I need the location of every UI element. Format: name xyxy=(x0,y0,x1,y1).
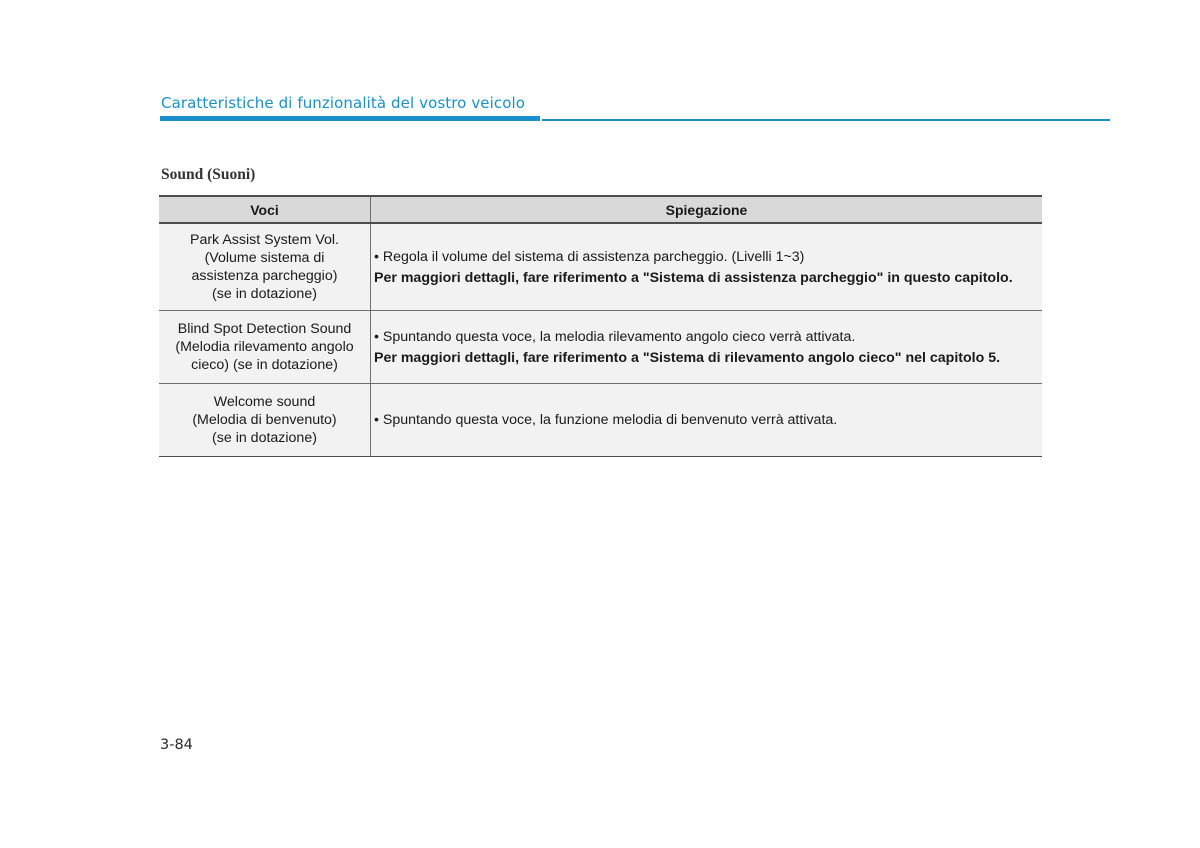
explanation-text: • Spuntando questa voce, la funzione melodia di benvenuto verrà attivata. xyxy=(374,412,838,428)
item-line: cieco) (se in dotazione) xyxy=(191,357,338,373)
chapter-title: Caratteristiche di funzionalità del vostro veicolo xyxy=(161,94,526,112)
page-number: 3-84 xyxy=(160,737,193,753)
sound-settings-table xyxy=(159,195,1042,457)
item-line: Blind Spot Detection Sound xyxy=(177,321,352,337)
explanation-cell xyxy=(371,384,1043,457)
table-row xyxy=(159,311,1042,384)
section-title: Sound (Suoni) xyxy=(161,166,256,183)
column-header-spiegazione: Spiegazione xyxy=(371,196,1043,223)
item-line: Welcome sound xyxy=(213,394,316,410)
item-cell xyxy=(159,223,371,311)
item-line: (Melodia rilevamento angolo xyxy=(175,339,354,355)
table-row xyxy=(159,223,1042,311)
explanation-cell xyxy=(371,311,1043,384)
header-rule-thick xyxy=(160,116,540,121)
item-line: Park Assist System Vol. xyxy=(189,232,340,248)
item-cell xyxy=(159,384,371,457)
reference-note: Per maggiori dettagli, fare riferimento a "Sistema di assistenza parcheggio" in questo capitolo. xyxy=(374,269,1013,286)
column-header-voci: Voci xyxy=(159,196,371,223)
header-rule-thin xyxy=(542,119,1110,121)
item-line: (Melodia di benvenuto) xyxy=(192,412,337,428)
table-row xyxy=(159,384,1042,457)
item-cell xyxy=(159,311,371,384)
table-header-row xyxy=(159,196,1042,223)
explanation-cell xyxy=(371,223,1043,311)
reference-note: Per maggiori dettagli, fare riferimento a "Sistema di rilevamento angolo cieco" nel capitolo 5. xyxy=(374,349,1001,366)
explanation-text: • Regola il volume del sistema di assistenza parcheggio. (Livelli 1~3) xyxy=(374,248,805,265)
item-line: (se in dotazione) xyxy=(212,286,317,302)
explanation-text: • Spuntando questa voce, la melodia rilevamento angolo cieco verrà attivata. xyxy=(374,328,856,345)
item-line: (se in dotazione) xyxy=(212,430,317,446)
item-line: (Volume sistema di xyxy=(204,250,325,266)
page-header xyxy=(160,94,1110,124)
item-line: assistenza parcheggio) xyxy=(191,268,338,284)
